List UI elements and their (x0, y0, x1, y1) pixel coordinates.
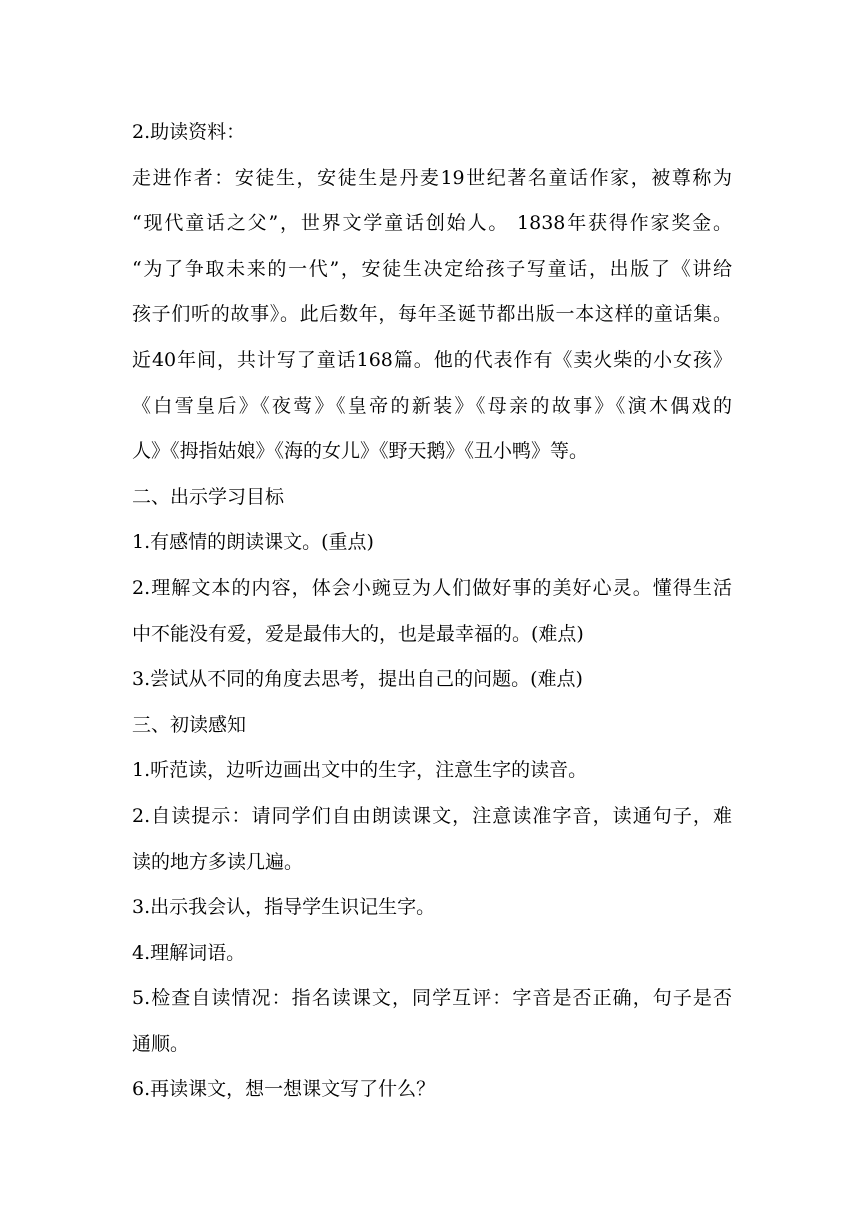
goal-item: 3.尝试从不同的角度去思考，提出自己的问题。(难点) (132, 668, 583, 691)
paragraph-line: 近40年间，共计写了童话168篇。他的代表作有《卖火柴的小女孩》 (132, 348, 732, 371)
step-item-continued: 读的地方多读几遍。 (132, 850, 304, 873)
step-item: 3.出示我会认，指导学生识记生字。 (132, 896, 436, 919)
step-item-continued: 通顺。 (132, 1032, 190, 1055)
step-item: 6.再读课文，想一想课文写了什么？ (132, 1078, 436, 1101)
goal-item: 2.理解文本的内容，体会小豌豆为人们做好事的美好心灵。懂得生活 (132, 576, 732, 599)
document-body (132, 110, 732, 1113)
goal-item: 1.有感情的朗读课文。(重点) (132, 531, 374, 554)
paragraph-line: “现代童话之父”，世界文学童话创始人。 1838年获得作家奖金。 (132, 212, 732, 235)
paragraph-line: 《白雪皇后》《夜莺》《皇帝的新装》《母亲的故事》《演木偶戏的 (132, 394, 732, 417)
paragraph-line: 孩子们听的故事》。此后数年，每年圣诞节都出版一本这样的童话集。 (132, 303, 732, 326)
step-item: 2.自读提示：请同学们自由朗读课文，注意读准字音，读通句子，难 (132, 804, 732, 827)
paragraph-line: 人》《拇指姑娘》《海的女儿》《野天鹅》《丑小鸭》等。 (132, 440, 589, 463)
paragraph-line: 走进作者：安徒生，安徒生是丹麦19世纪著名童话作家，被尊称为 (132, 166, 732, 189)
section-heading-learning-goals: 二、出示学习目标 (132, 485, 285, 508)
section-heading-reading-materials: 2.助读资料： (132, 121, 246, 143)
paragraph-line: “为了争取未来的一代”，安徒生决定给孩子写童话，出版了《讲给 (132, 257, 732, 280)
step-item: 5.检查自读情况：指名读课文，同学互评：字音是否正确，句子是否 (132, 987, 732, 1010)
section-heading-first-reading: 三、初读感知 (132, 713, 247, 736)
goal-item-continued: 中不能没有爱，爱是最伟大的，也是最幸福的。(难点) (132, 622, 584, 645)
step-item: 4.理解词语。 (132, 941, 246, 964)
step-item: 1.听范读，边听边画出文中的生字，注意生字的读音。 (132, 759, 588, 782)
